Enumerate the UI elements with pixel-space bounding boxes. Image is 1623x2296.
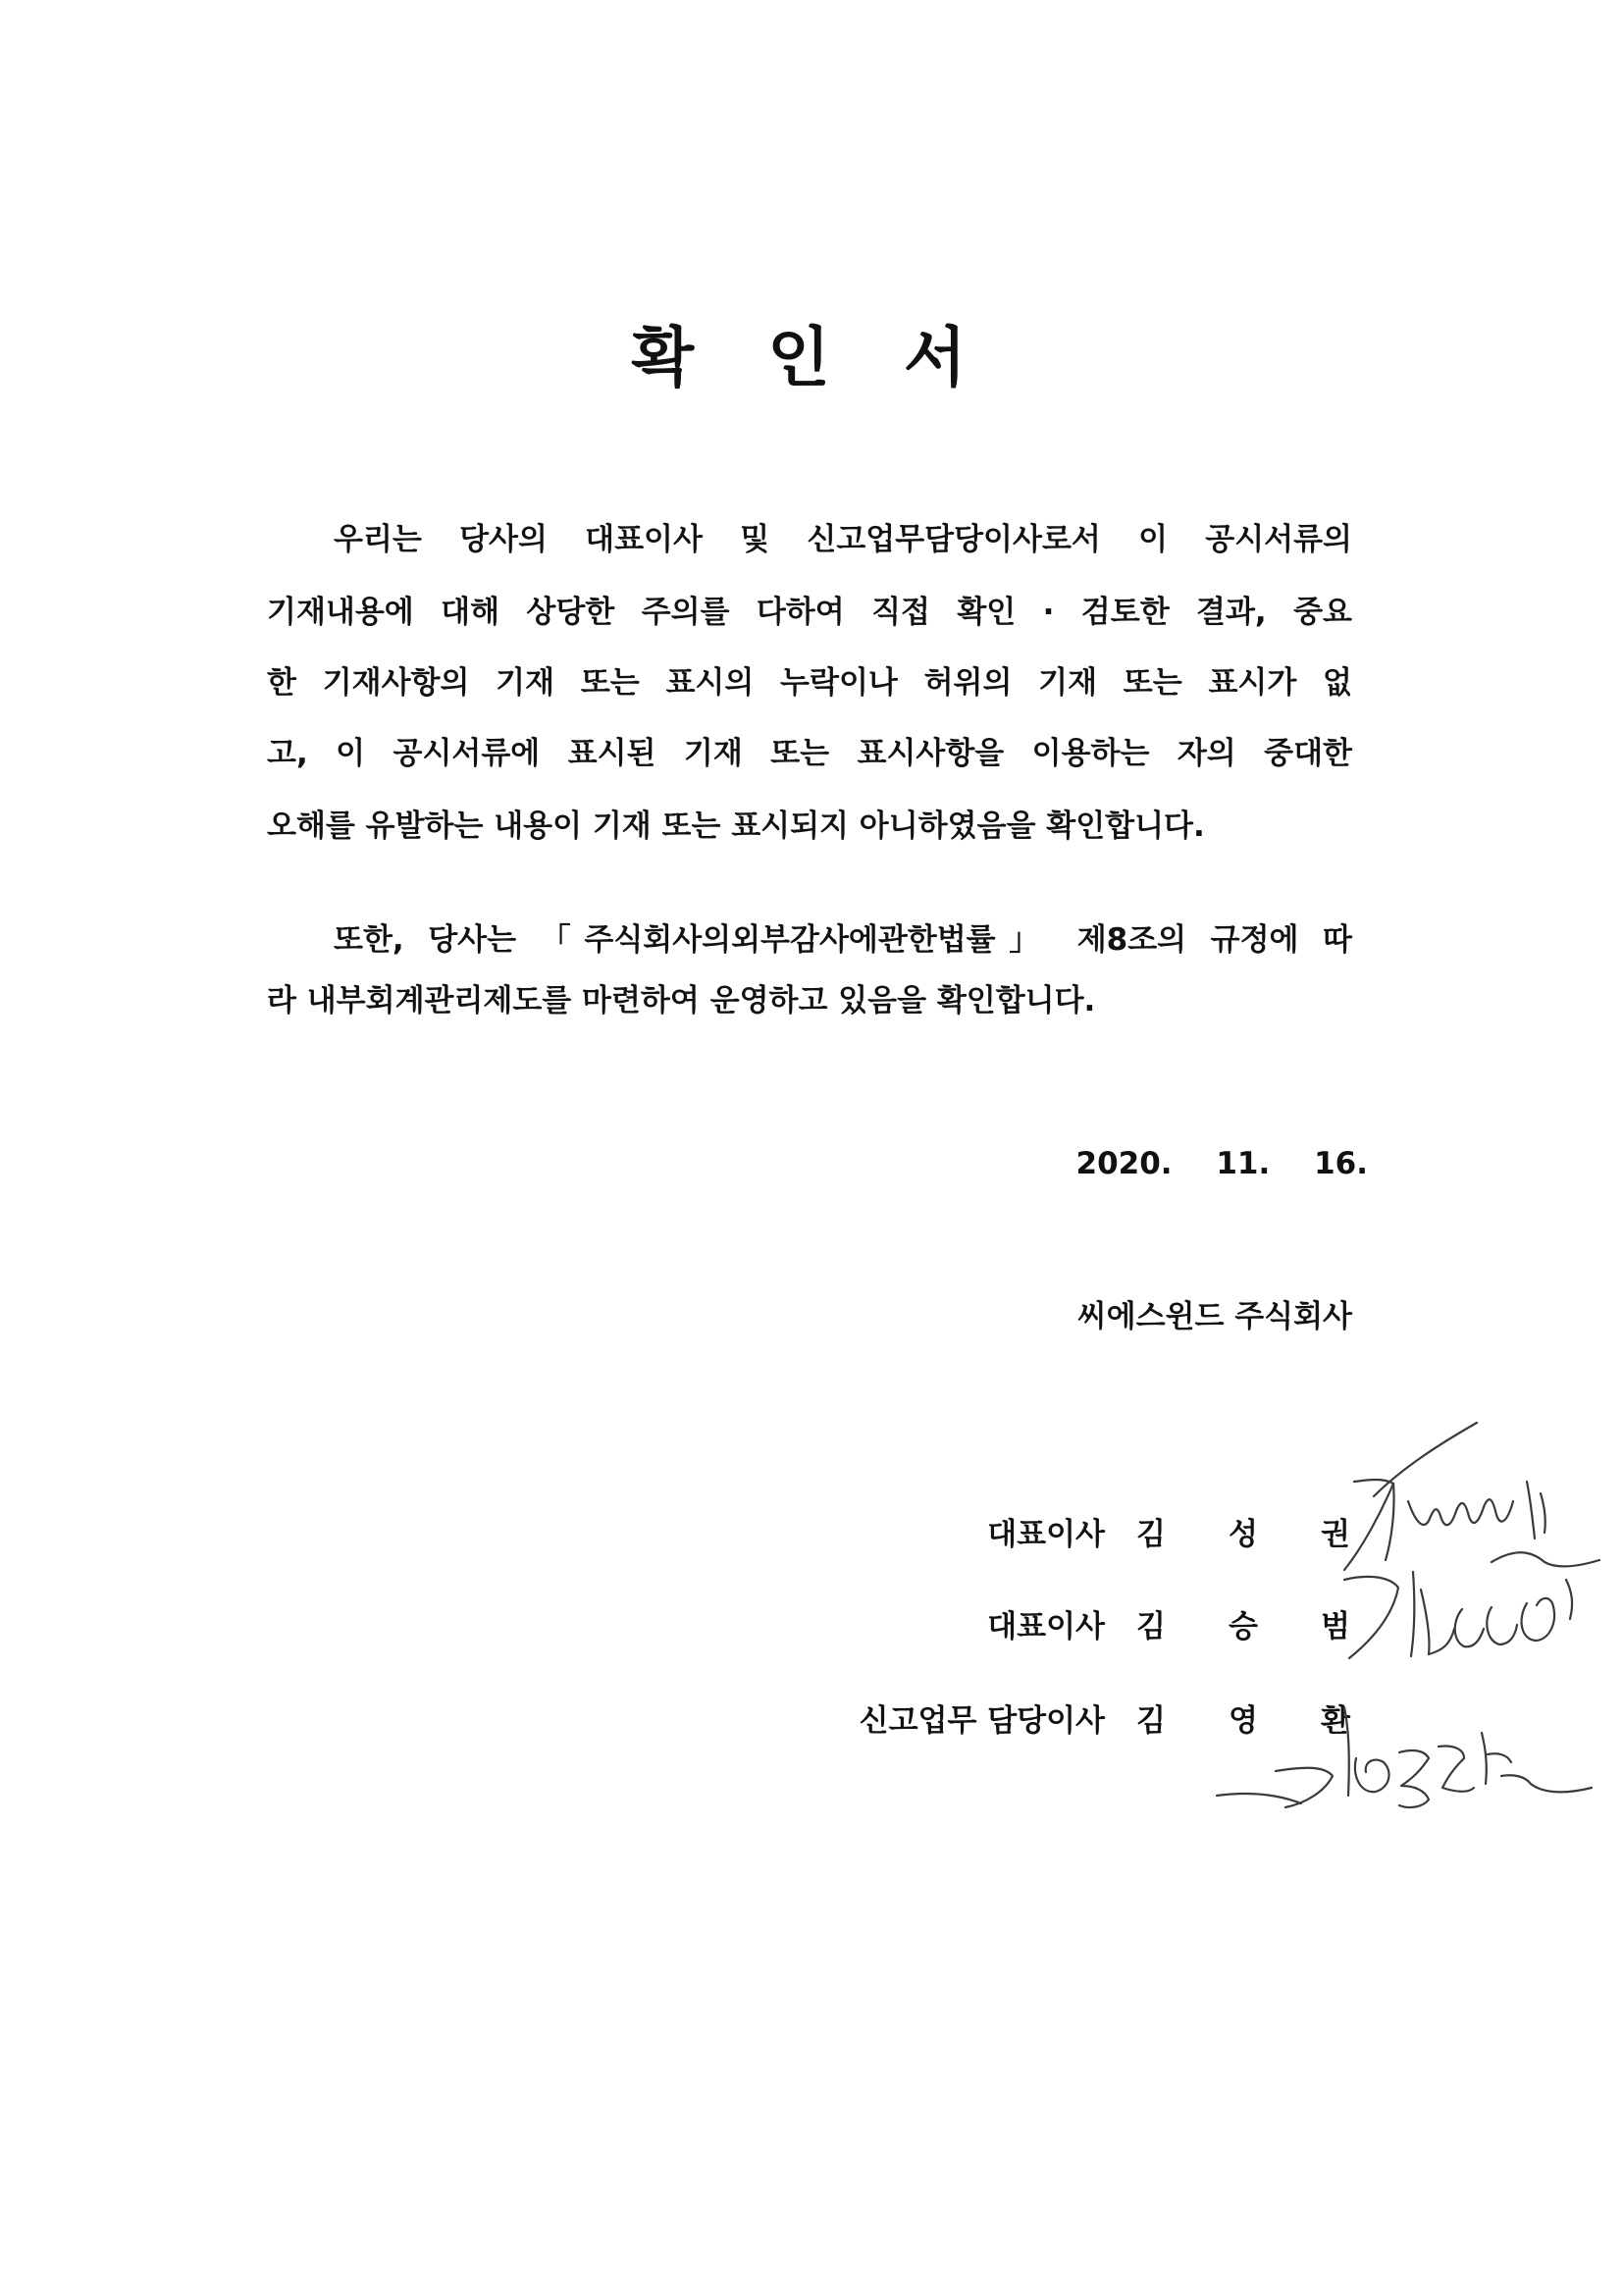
company-name: 씨에스윈드 주식회사: [1076, 1299, 1352, 1334]
handwritten-signature-icon: [1207, 1697, 1599, 1815]
paragraph-1-line-5: 오해를 유발하는 내용이 기재 또는 표시되지 아니하였음을 확인합니다.: [267, 809, 1205, 844]
document-date: 2020. 11. 16.: [1075, 1146, 1368, 1181]
signatory-name-char: 환: [1321, 1703, 1350, 1739]
document-title: 확 인 서: [631, 320, 992, 395]
paragraph-1-line-4: 고, 이 공시서류에 표시된 기재 또는 표시사항을 이용하는 자의 중대한: [267, 736, 1352, 771]
signatory-row: [987, 1601, 1352, 1645]
signatory-name-char: 권: [1321, 1517, 1350, 1552]
signatory-name-char: 성: [1229, 1517, 1258, 1552]
handwritten-signature-icon: [1305, 1560, 1599, 1668]
handwritten-signature-icon: [1335, 1413, 1609, 1580]
signatory-name: [1134, 1509, 1352, 1553]
paragraph-2-line-2: 라 내부회계관리제도를 마련하여 운영하고 있음을 확인합니다.: [267, 983, 1096, 1018]
signatory-title: 대표이사: [987, 1517, 1105, 1552]
signatory-name-char: 영: [1229, 1703, 1258, 1739]
paragraph-1-line-2: 기재내용에 대해 상당한 주의를 다하여 직접 확인 · 검토한 결과, 중요: [267, 595, 1352, 630]
signatory-title: 대표이사: [987, 1609, 1105, 1644]
paragraph-1-line-3: 한 기재사항의 기재 또는 표시의 누락이나 허위의 기재 또는 표시가 없: [267, 665, 1352, 701]
paragraph-1-line-1: 우리는 당사의 대표이사 및 신고업무담당이사로서 이 공시서류의: [334, 522, 1352, 557]
signatory-name-char: 김: [1136, 1517, 1166, 1552]
signatory-name-char: 김: [1136, 1703, 1166, 1739]
signatory-row: [987, 1509, 1352, 1553]
signatory-name-char: 김: [1136, 1609, 1166, 1644]
signatory-title: 신고업무 담당이사: [859, 1703, 1105, 1739]
signatory-name-char: 승: [1229, 1609, 1258, 1644]
signatory-name-char: 범: [1321, 1609, 1350, 1644]
paragraph-2-line-1: 또한, 당사는 「주식회사의외부감사에관한법률」 제8조의 규정에 따: [334, 922, 1352, 958]
